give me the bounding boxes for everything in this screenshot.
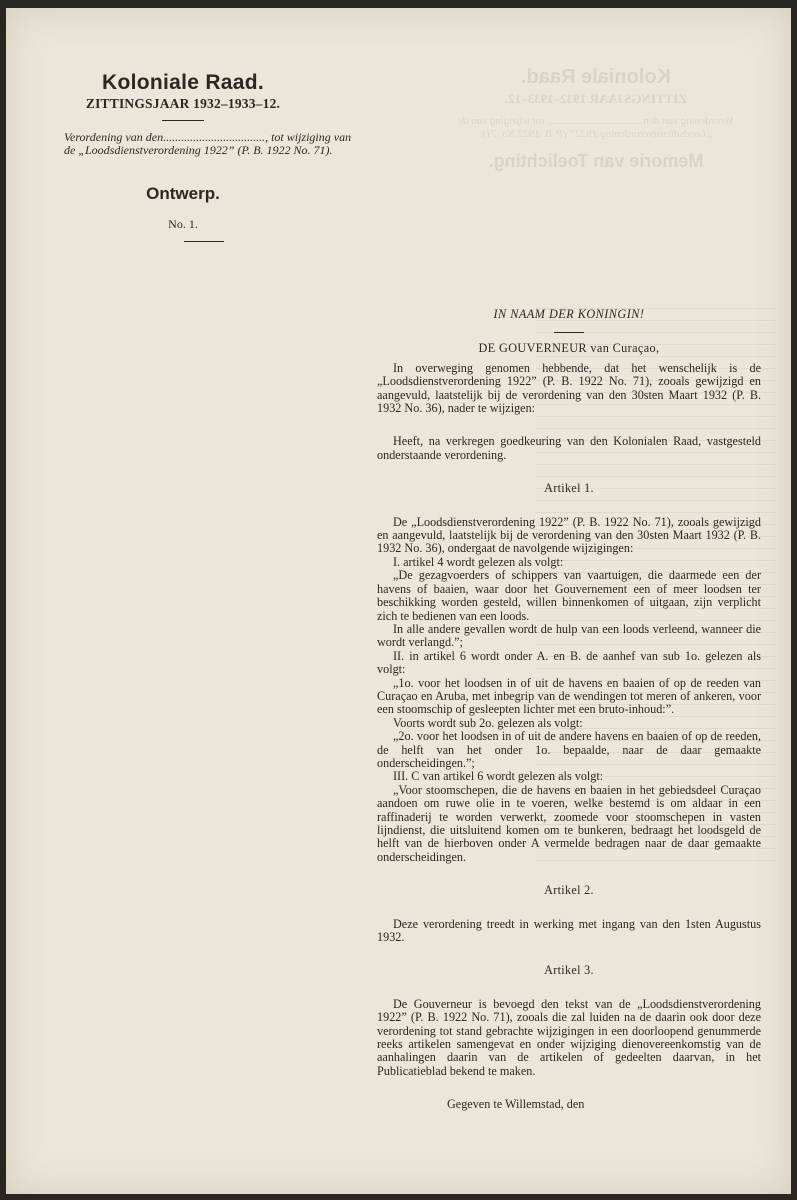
article-1-item-i-text: „De gezagvoerders of schippers van vaartuigen, die daarmede een der havens of baaien, waar door het Gouvernement een of meer loodsen ter beschikking worden gesteld, willen binnenkomen of uitgaan, zijn verplicht zich te bedienen van een loods. <box>377 568 761 623</box>
bleed-heading: Memorie van Toelichting. <box>488 151 704 171</box>
article-1-item-iii-intro: III. C van artikel 6 wordt gelezen als volgt: <box>393 769 604 784</box>
preamble: In overweging genomen hebbende, dat het wenschelijk is de „Loodsdienstverordening 1922” (P. B. 1922 No. 71), zooals gewijzigd en aangevuld, laatstelijk bij de verordening van den 30sten Maart 1932 (P. B. 1932 No. 36), nader te wijzigen: <box>377 360 761 416</box>
ordinance-body <box>377 308 761 1112</box>
document-page <box>6 8 791 1194</box>
council-title: Koloniale Raad. <box>101 71 265 94</box>
session-year: ZITTINGSJAAR 1932–1933–12. <box>85 96 281 111</box>
document-header <box>78 71 288 121</box>
header-divider <box>162 120 204 121</box>
bleed-intro: Verordening van den.................................., tot wijziging van de „Loodsdienstverordening 1922” (P. B. 1922 No. 71). <box>457 115 735 140</box>
bleed-session: ZITTINGSJAAR 1932–1933–12. <box>504 91 688 106</box>
article-1-item-iii-text: „Voor stoomschepen, die de havens en baaien in het gebiedsdeel Curaçao aandoen om ruwe olie in te voeren, welke bestemd is om aldaar in een raffinaderij te worden verwerkt, zoomede voor stoomschepen in vasten lijndienst, die uitsluitend komen om te bunkeren, bedraagt het loodsgeld de helft van de hierboven onder A vermelde bedragen naar de daar gemaakte onderscheidingen. <box>377 782 761 864</box>
document-type: Ontwerp. <box>146 184 220 203</box>
closing-line: Gegeven te Willemstad, den <box>447 1097 585 1112</box>
article-1-item-i-text-2: In alle andere gevallen wordt de hulp van een loods verleend, wanneer die wordt verlangd.”; <box>377 621 761 650</box>
ordinance-title: Verordening van den.................................., tot wijziging van de „Loodsdienstverordening 1922” (P. B. 1922 No. 71). <box>64 130 352 158</box>
article-2-heading: Artikel 2. <box>544 883 594 898</box>
article-3-text: De Gouverneur is bevoegd den tekst van de „Loodsdienstverordening 1922” (P. B. 1922 No. 71), zooals die zal luiden na de daarin ook door deze verordening tot stand gebrachte wijzigingen in een doorloopend genummerde reeks artikelen samengevat en onder wijziging dienovereenkomstig van de aanhalingen daarin van de artikelen of gedeelten daarvan, in het Publicatieblad bekend te maken. <box>377 996 761 1078</box>
article-1-item-i-intro: I. artikel 4 wordt gelezen als volgt: <box>393 554 564 569</box>
bleed-through-text <box>416 66 776 172</box>
article-1-item-ii-intro-2: Voorts wordt sub 2o. gelezen als volgt: <box>393 715 583 730</box>
enactment-clause: Heeft, na verkregen goedkeuring van den Kolonialen Raad, vastgesteld onderstaande verordening. <box>377 434 761 462</box>
article-2-text: Deze verordening treedt in werking met ingang van den 1sten Augustus 1932. <box>377 916 761 945</box>
article-1-item-ii-text-2: „2o. voor het loodsen in of uit de andere havens en baaien of op de reeden, de helft van het onder 1o. bepaalde, naar de daar gemaakte onderscheidingen.”; <box>377 729 761 770</box>
article-3-heading: Artikel 3. <box>544 963 594 978</box>
number-divider <box>184 241 224 242</box>
article-1-item-ii-intro: II. in artikel 6 wordt onder A. en B. de aanhef van sub 1o. gelezen als volgt: <box>377 648 761 677</box>
article-1-intro: De „Loodsdienstverordening 1922” (P. B. 1922 No. 71), zooals gewijzigd en aangevuld, laatstelijk bij de verordening van den 30sten Maart 1932 (P. B. 1932 No. 36), ondergaat de navolgende wijzigingen: <box>377 514 761 556</box>
invocation: IN NAAM DER KONINGIN! <box>493 307 645 321</box>
bleed-title: Koloniale Raad. <box>520 66 672 88</box>
article-1-heading: Artikel 1. <box>544 481 594 496</box>
governor-line: DE GOUVERNEUR van Curaçao, <box>478 341 660 356</box>
invocation-divider <box>554 332 584 333</box>
document-number: No. 1. <box>168 217 198 231</box>
article-1-item-ii-text: „1o. voor het loodsen in of uit de havens en baaien of op de reeden van Curaçao en Aruba, met inbegrip van de wendingen tot meren of ankeren, voor een stoomschip of gesleepten lichter met een bruto-inhoud:”. <box>377 675 761 717</box>
